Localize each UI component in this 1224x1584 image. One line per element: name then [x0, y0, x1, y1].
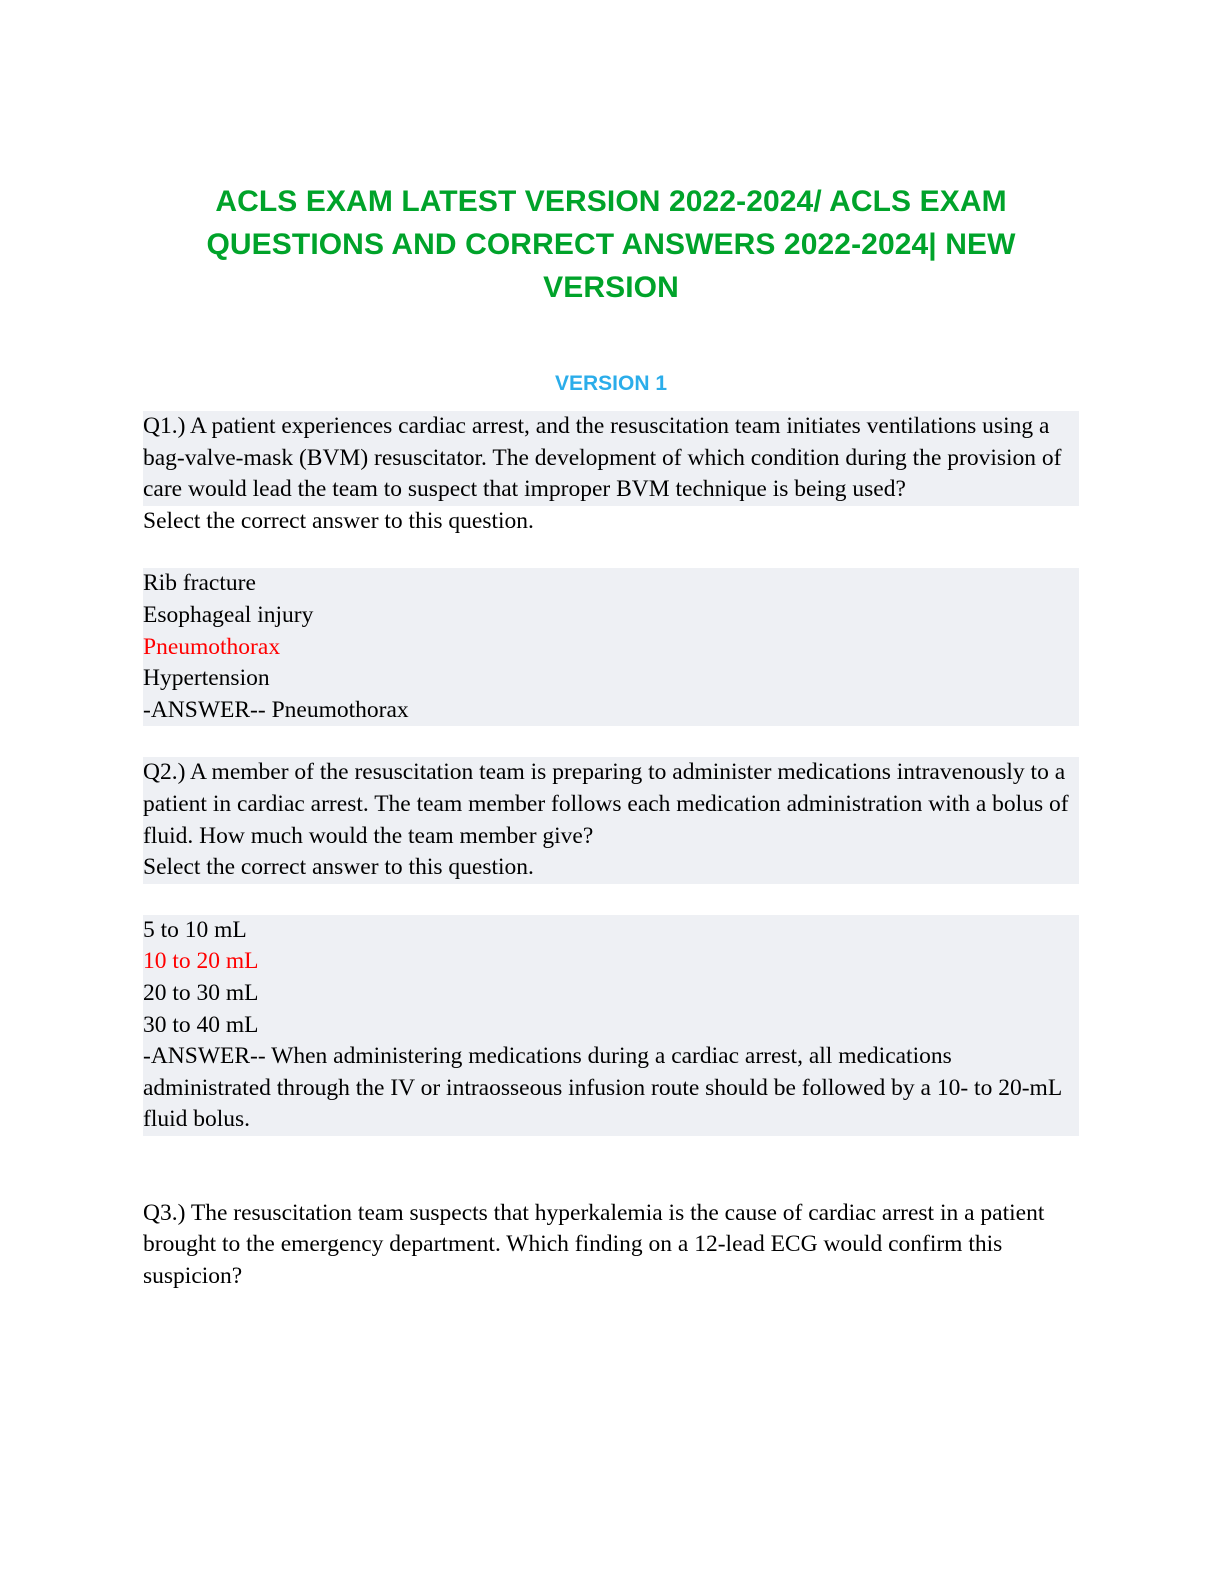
answer-option[interactable]: Hypertension — [143, 663, 1079, 695]
answer-option[interactable]: 20 to 30 mL — [143, 978, 1079, 1010]
answer-option[interactable]: 5 to 10 mL — [143, 915, 1079, 947]
question-instruction: Select the correct answer to this question. — [143, 507, 534, 534]
answer-text: -ANSWER-- Pneumothorax — [143, 695, 1079, 727]
spacer — [143, 537, 1079, 568]
answer-option[interactable]: Esophageal injury — [143, 600, 1079, 632]
question-stem: Q3.) The resuscitation team suspects that hyperkalemia is the cause of cardiac arrest in a patient brought to the emergency department. Which finding on a 12-lead ECG would confirm this suspicion? — [143, 1199, 1045, 1290]
version-heading: VERSION 1 — [554, 372, 668, 395]
spacer — [143, 1136, 1079, 1198]
answer-option-correct[interactable]: 10 to 20 mL — [143, 946, 1079, 978]
question-block — [143, 757, 1079, 1136]
answer-option[interactable]: Rib fracture — [143, 568, 1079, 600]
answer-text: -ANSWER-- When administering medications during a cardiac arrest, all medications administrated through the IV or intraosseous infusion route should be followed by a 10- to 20-mL fluid bolus. — [143, 1041, 1079, 1136]
title-spacer — [143, 309, 1079, 371]
question-stem: Q2.) A member of the resuscitation team is preparing to administer medications intravenously to a patient in cardiac arrest. The team member follows each medication administration with a bolus of fluid. How much would the team member give? — [143, 757, 1079, 852]
question-instruction: Select the correct answer to this question. — [143, 852, 1079, 884]
page-title: ACLS EXAM LATEST VERSION 2022-2024/ ACLS EXAM QUESTIONS AND CORRECT ANSWERS 2022-2024| NEW VERSION — [206, 185, 1016, 304]
question-block — [143, 411, 1079, 726]
question-stem: Q1.) A patient experiences cardiac arrest, and the resuscitation team initiates ventilations using a bag-valve-mask (BVM) resuscitator. The development of which condition during the provision of care would lead the team to suspect that improper BVM technique is being used? — [143, 411, 1079, 506]
spacer — [143, 884, 1079, 915]
spacer — [143, 726, 1079, 757]
question-block — [143, 1198, 1079, 1293]
version-spacer — [143, 397, 1079, 411]
answer-option-correct[interactable]: Pneumothorax — [143, 632, 1079, 664]
answer-option[interactable]: 30 to 40 mL — [143, 1010, 1079, 1042]
